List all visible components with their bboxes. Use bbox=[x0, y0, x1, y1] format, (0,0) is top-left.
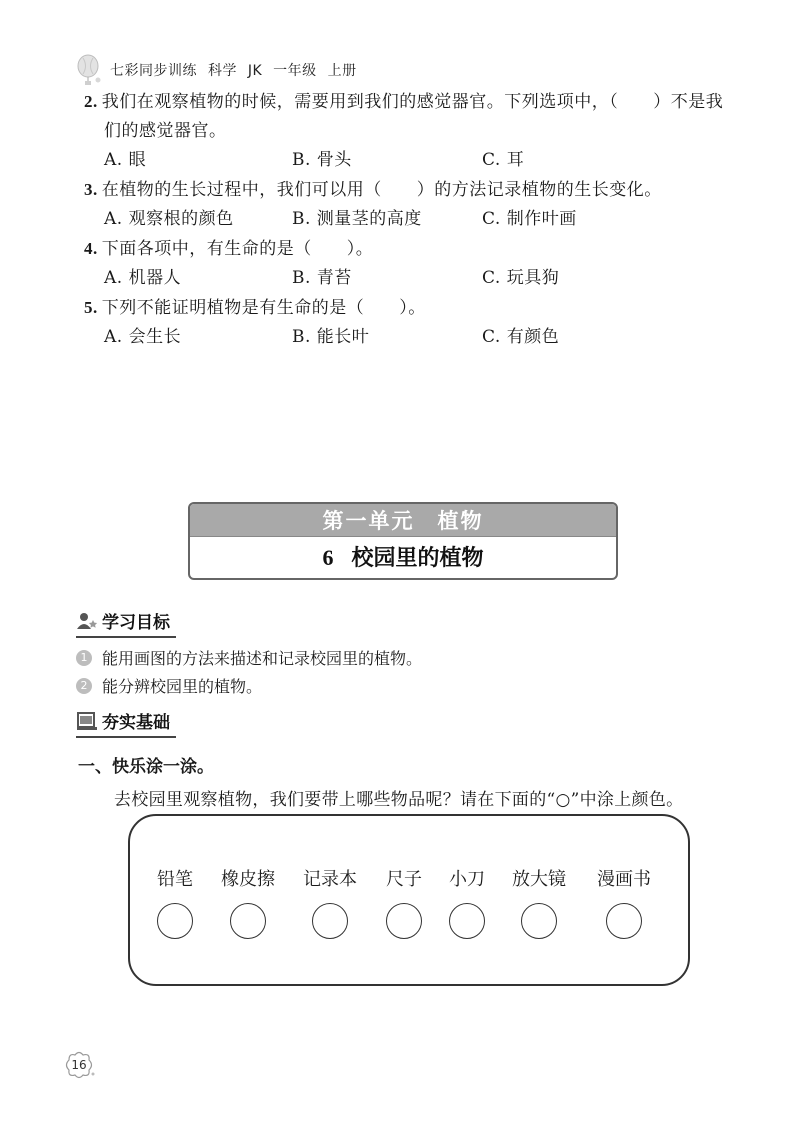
balloon-icon bbox=[74, 54, 102, 86]
q5-option-a: A. 会生长 bbox=[104, 327, 182, 347]
q3-option-a: A. 观察根的颜色 bbox=[104, 209, 234, 229]
color-circle[interactable] bbox=[606, 903, 642, 939]
color-circle[interactable] bbox=[386, 903, 422, 939]
goal-item-2: 2 能分辨校园里的植物。 bbox=[76, 674, 262, 697]
q4-option-c: C. 玩具狗 bbox=[482, 268, 560, 288]
color-circle[interactable] bbox=[521, 903, 557, 939]
q3-option-b: B. 测量茎的高度 bbox=[292, 209, 422, 229]
book-icon bbox=[76, 711, 98, 731]
question-3: 3. 在植物的生长过程中，我们可以用（ ）的方法记录植物的生长变化。 bbox=[84, 180, 662, 200]
question-2: 2. 我们在观察植物的时候，需要用到我们的感觉器官。下列选项中，（ ）不是我 bbox=[84, 92, 724, 112]
item-pencil: 铅笔 bbox=[135, 868, 215, 939]
q2-option-b: B. 骨头 bbox=[292, 150, 352, 170]
basics-heading: 夯实基础 bbox=[76, 708, 170, 733]
q4-option-a: A. 机器人 bbox=[104, 268, 182, 288]
items-box bbox=[128, 814, 690, 986]
people-icon bbox=[76, 611, 98, 631]
question-4: 4. 下面各项中，有生命的是（ ）。 bbox=[84, 239, 374, 259]
color-circle[interactable] bbox=[157, 903, 193, 939]
q4-option-b: B. 青苔 bbox=[292, 268, 352, 288]
lesson-title: 6 校园里的植物 bbox=[322, 545, 484, 571]
learning-goals-heading: 学习目标 bbox=[76, 608, 170, 633]
q2-option-a: A. 眼 bbox=[104, 150, 147, 170]
number-badge: 1 bbox=[76, 650, 92, 666]
item-knife: 小刀 bbox=[427, 868, 507, 939]
goal-item-1: 1 能用画图的方法来描述和记录校园里的植物。 bbox=[76, 646, 422, 669]
divider bbox=[76, 636, 176, 638]
page-header bbox=[74, 52, 714, 88]
color-circle[interactable] bbox=[230, 903, 266, 939]
q2-option-c: C. 耳 bbox=[482, 150, 525, 170]
q3-option-c: C. 制作叶画 bbox=[482, 209, 577, 229]
part-1-title: 一、快乐涂一涂。 bbox=[78, 757, 214, 777]
page-number-text: 16 bbox=[71, 1058, 87, 1072]
item-notebook: 记录本 bbox=[290, 868, 370, 939]
part-1-instruction: 去校园里观察植物，我们要带上哪些物品呢？请在下面的“○”中涂上颜色。 bbox=[114, 790, 684, 810]
unit-title-box bbox=[188, 502, 618, 580]
divider bbox=[76, 736, 176, 738]
header-title: 七彩同步训练 科学 JK 一年级 上册 bbox=[110, 63, 357, 79]
q5-option-b: B. 能长叶 bbox=[292, 327, 370, 347]
item-eraser: 橡皮擦 bbox=[208, 868, 288, 939]
item-ruler: 尺子 bbox=[364, 868, 444, 939]
item-magnifier: 放大镜 bbox=[499, 868, 579, 939]
page-number bbox=[62, 1050, 96, 1080]
unit-title: 第一单元 植物 bbox=[190, 504, 616, 537]
question-2-line2: 们的感觉器官。 bbox=[104, 121, 227, 141]
question-5: 5. 下列不能证明植物是有生命的是（ ）。 bbox=[84, 298, 426, 318]
number-badge: 2 bbox=[76, 678, 92, 694]
q5-option-c: C. 有颜色 bbox=[482, 327, 560, 347]
item-comic-book: 漫画书 bbox=[584, 868, 664, 939]
color-circle[interactable] bbox=[449, 903, 485, 939]
color-circle[interactable] bbox=[312, 903, 348, 939]
